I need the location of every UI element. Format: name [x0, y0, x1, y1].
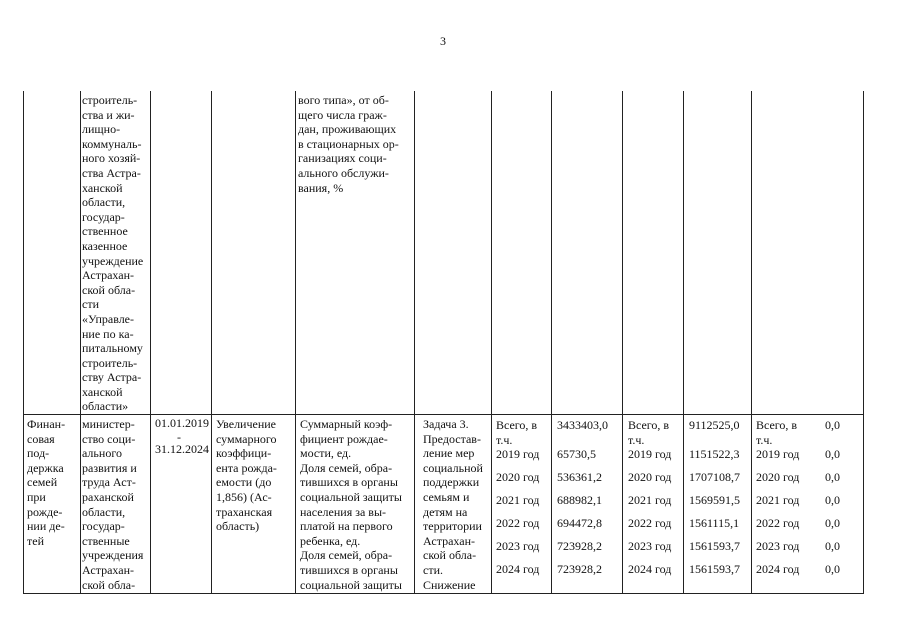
value-a: 536361,2: [557, 470, 602, 484]
date-start: 01.01.2019: [155, 416, 209, 430]
year-label: 2019 год: [496, 447, 540, 461]
total-value-c: 0,0: [825, 418, 840, 432]
year-label: 2023 год: [756, 539, 800, 553]
year-label: 2020 год: [496, 470, 540, 484]
total-label-b: Всего, в т.ч.: [628, 418, 670, 447]
total-label-a: Всего, в т.ч.: [496, 418, 538, 447]
value-c: 0,0: [825, 447, 840, 461]
year-label: 2021 год: [496, 493, 540, 507]
top-indicator-cell: вого типа», от об- щего числа граж- дан, проживающих в стационарных ор- ганизациях соци- ального обслужи- вания, %: [298, 93, 399, 195]
value-b: 1707108,7: [689, 470, 740, 484]
page-number: 3: [440, 34, 446, 48]
value-b: 1151522,3: [689, 447, 740, 461]
task-cell: Задача 3. Предостав- ление мер социальной поддержки семьям и детям на территории Астрахан- ской обла- сти. Снижение: [423, 417, 483, 592]
value-c: 0,0: [825, 470, 840, 484]
date-end: 31.12.2024: [155, 442, 209, 456]
value-b: 1569591,5: [689, 493, 740, 507]
value-c: 0,0: [825, 493, 840, 507]
total-value-a: 3433403,0: [557, 418, 608, 432]
year-label: 2023 год: [628, 539, 672, 553]
value-c: 0,0: [825, 562, 840, 576]
year-label: 2022 год: [628, 516, 672, 530]
year-label: 2024 год: [756, 562, 800, 576]
year-label: 2024 год: [628, 562, 672, 576]
date-dash: -: [177, 430, 181, 444]
year-label: 2023 год: [496, 539, 540, 553]
year-label: 2022 год: [756, 516, 800, 530]
year-label: 2024 год: [496, 562, 540, 576]
value-b: 1561593,7: [689, 562, 740, 576]
year-label: 2019 год: [756, 447, 800, 461]
measure-name-cell: Финан- совая под- держка семей при рожде- нии де- тей: [27, 417, 66, 548]
value-a: 688982,1: [557, 493, 602, 507]
value-b: 1561593,7: [689, 539, 740, 553]
year-label: 2020 год: [628, 470, 672, 484]
indicator-cell: Суммарный коэф- фициент рождае- мости, ед. Доля семей, обра- тившихся в органы социальной защиты населения за вы- платой на первого ребенка, ед. Доля семей, обра- тившихся в органы социальной защиты: [300, 417, 402, 592]
year-label: 2022 год: [496, 516, 540, 530]
year-label: 2021 год: [628, 493, 672, 507]
year-label: 2020 год: [756, 470, 800, 484]
top-executor-cell: строитель- ства и жи- лищно- коммуналь- ного хозяй- ства Астра- ханской области, государ- ственное казенное учреждение Астрахан- ской обла- сти «Управле- ние по ка- питальному строитель- ству Астра- ханской области»: [82, 93, 144, 414]
year-label: 2019 год: [628, 447, 672, 461]
value-c: 0,0: [825, 539, 840, 553]
value-c: 0,0: [825, 516, 840, 530]
value-a: 694472,8: [557, 516, 602, 530]
total-value-b: 9112525,0: [689, 418, 740, 432]
value-b: 1561115,1: [689, 516, 740, 530]
value-a: 723928,2: [557, 562, 602, 576]
value-a: 723928,2: [557, 539, 602, 553]
executor-cell: министер- ство соци- ального развития и труда Аст- раханской области, государ- ственные учреждения Астрахан- ской обла-: [82, 417, 144, 592]
year-label: 2021 год: [756, 493, 800, 507]
value-a: 65730,5: [557, 447, 596, 461]
total-label-c: Всего, в т.ч.: [756, 418, 798, 447]
result-cell: Увеличение суммарного коэффици- ента рожда- емости (до 1,856) (Ас- траханская область): [216, 417, 277, 534]
